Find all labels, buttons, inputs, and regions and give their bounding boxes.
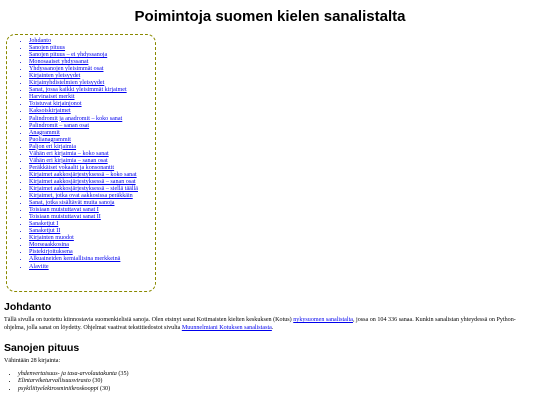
toc-item [29, 200, 151, 207]
toc-link[interactable]: Peräkkäiset vokaalit ja konsonantit [29, 164, 115, 171]
wordlist-link[interactable]: nykysuomen sanalistalta [293, 317, 353, 323]
variations-link[interactable]: Muunnelmiani Kotuksen sanalistasta [181, 324, 272, 331]
toc-item [29, 108, 151, 115]
toc-item [29, 45, 151, 52]
main-content [4, 300, 536, 393]
toc-item [29, 130, 151, 137]
toc-item [29, 87, 151, 94]
toc-item [29, 214, 151, 221]
toc-item [29, 137, 151, 144]
toc-item [29, 249, 151, 256]
toc-link[interactable]: Kirjainten muodot [29, 235, 74, 242]
table-of-contents [6, 34, 156, 292]
list-item [18, 378, 536, 385]
toc-link[interactable]: Yhdyssanojen yleisimmät osat [29, 66, 104, 73]
intro-text-2: , jossa on 104 336 sanaa. Kunkin sanalistan yhteydessä on Python-ohjelma, jolla sanat on löydetty. Ohjelmat vaativat tekstitiedostot sivulta [4, 317, 516, 331]
toc-link[interactable]: Palindromit – sanan osat [29, 122, 90, 129]
toc-link[interactable]: Kirjaimet aakkosjärjestyksessä – siellä täällä [29, 185, 138, 192]
intro-section [4, 300, 536, 332]
intro-heading: Johdanto [4, 301, 52, 313]
toc-link[interactable]: Vähän eri kirjaimia – koko sanat [29, 150, 109, 157]
toc-link[interactable]: Anagrammit [29, 129, 60, 136]
toc-link[interactable]: Vähän eri kirjaimia – sanan osat [29, 157, 108, 164]
word-text: psykiliityelektrosminiikroskooppi [18, 385, 99, 392]
toc-link[interactable]: Kirjainten yleisyydet [29, 73, 81, 80]
page-title: Poimintoja suomen kielen sanalistalta [134, 8, 406, 25]
toc-item [29, 151, 151, 158]
toc-item [29, 179, 151, 186]
word-text: yhdenvertaisuus- ja tasa-arvolautakunta [18, 370, 117, 377]
list-item [18, 386, 536, 393]
toc-item [29, 101, 151, 108]
intro-paragraph [4, 317, 536, 332]
toc-link[interactable]: Alkuaineiden kemiallisina merkkeinä [29, 256, 121, 263]
toc-link[interactable]: Johdanto [29, 38, 52, 44]
toc-link[interactable]: Toisiaan muistuttavat sanat I [29, 207, 99, 214]
toc-link[interactable]: Sanat, jossa kaikki yleisimmät kirjaimet [29, 87, 127, 94]
toc-link[interactable]: Toisiaan muistuttavat sanat II [29, 214, 101, 221]
toc-item [29, 242, 151, 249]
toc-link[interactable]: Kirjainyhdistelmien yleisyydet [29, 80, 105, 87]
word-length-count: (35) [118, 370, 129, 377]
word-length-count: (30) [92, 378, 103, 385]
toc-link[interactable]: Alaviite [29, 263, 49, 270]
toc-item [29, 264, 151, 271]
toc-link[interactable]: Sanojen pituus – ei yhdyssanoja [29, 52, 108, 59]
toc-link[interactable]: Puolianagrammit [29, 136, 71, 143]
toc-link[interactable]: Sanojen pituus [29, 45, 66, 52]
intro-text-3: . [271, 324, 274, 331]
toc-item [29, 256, 151, 263]
toc-link[interactable]: Paljon eri kirjaimia [29, 143, 77, 150]
toc-item [29, 172, 151, 179]
toc-list [11, 38, 151, 271]
toc-item [29, 186, 151, 193]
toc-item [29, 193, 151, 200]
toc-item [29, 116, 151, 123]
toc-item [29, 59, 151, 66]
toc-item [29, 73, 151, 80]
word-length-count: (30) [99, 385, 111, 392]
toc-item [29, 66, 151, 73]
toc-item [29, 80, 151, 87]
toc-link[interactable]: Palindromit ja anadromit – koko sanat [29, 115, 123, 122]
toc-item [29, 165, 151, 172]
toc-link[interactable]: Kirjaimet aakkosjärjestyksessä – koko sanat [29, 171, 137, 178]
toc-item [29, 144, 151, 151]
word-length-section [4, 341, 536, 393]
toc-link[interactable]: Morseaakkosina [29, 242, 69, 249]
toc-item [29, 221, 151, 228]
toc-item [29, 228, 151, 235]
intro-text-1: Tällä sivulla on tuotettu kiinnostavia suomenkielisiä sanoja. Olen etsinyt sanat Kotimaisten kielten keskuksen (Kotus) [4, 317, 294, 323]
toc-link[interactable]: Kirjaimet aakkosjärjestyksessä – sanan osat [29, 178, 136, 185]
toc-link[interactable]: Pistekirjoituksena [29, 249, 73, 256]
toc-link[interactable]: Kirjaimet, jotka ovat aakkosissa peräkkäin [29, 193, 133, 200]
toc-item [29, 123, 151, 130]
toc-link[interactable]: Harvinaiset merkit [29, 94, 75, 101]
toc-item [29, 94, 151, 101]
word-length-heading: Sanojen pituus [4, 342, 80, 355]
toc-link[interactable]: Monosaaiset yhdyssanat [29, 59, 89, 66]
toc-item [29, 235, 151, 242]
word-text: Elintarviketurvallisuusvirasto [18, 378, 91, 385]
toc-item [29, 158, 151, 165]
toc-link[interactable]: Toistuvat kirjainjonot [29, 101, 82, 108]
toc-item [29, 38, 151, 45]
word-length-lead: Vähintään 28 kirjainta: [4, 358, 61, 365]
toc-link[interactable]: Sanat, jotka sisältävät muita sanoja [29, 200, 115, 207]
toc-link[interactable]: Sanaketjut II [29, 228, 61, 235]
toc-item [29, 52, 151, 59]
long-words-list [4, 371, 536, 393]
toc-link[interactable]: Sanaketjut I [29, 221, 59, 228]
toc-item [29, 207, 151, 214]
toc-link[interactable]: Kaksoiskirjaimet [29, 108, 71, 115]
